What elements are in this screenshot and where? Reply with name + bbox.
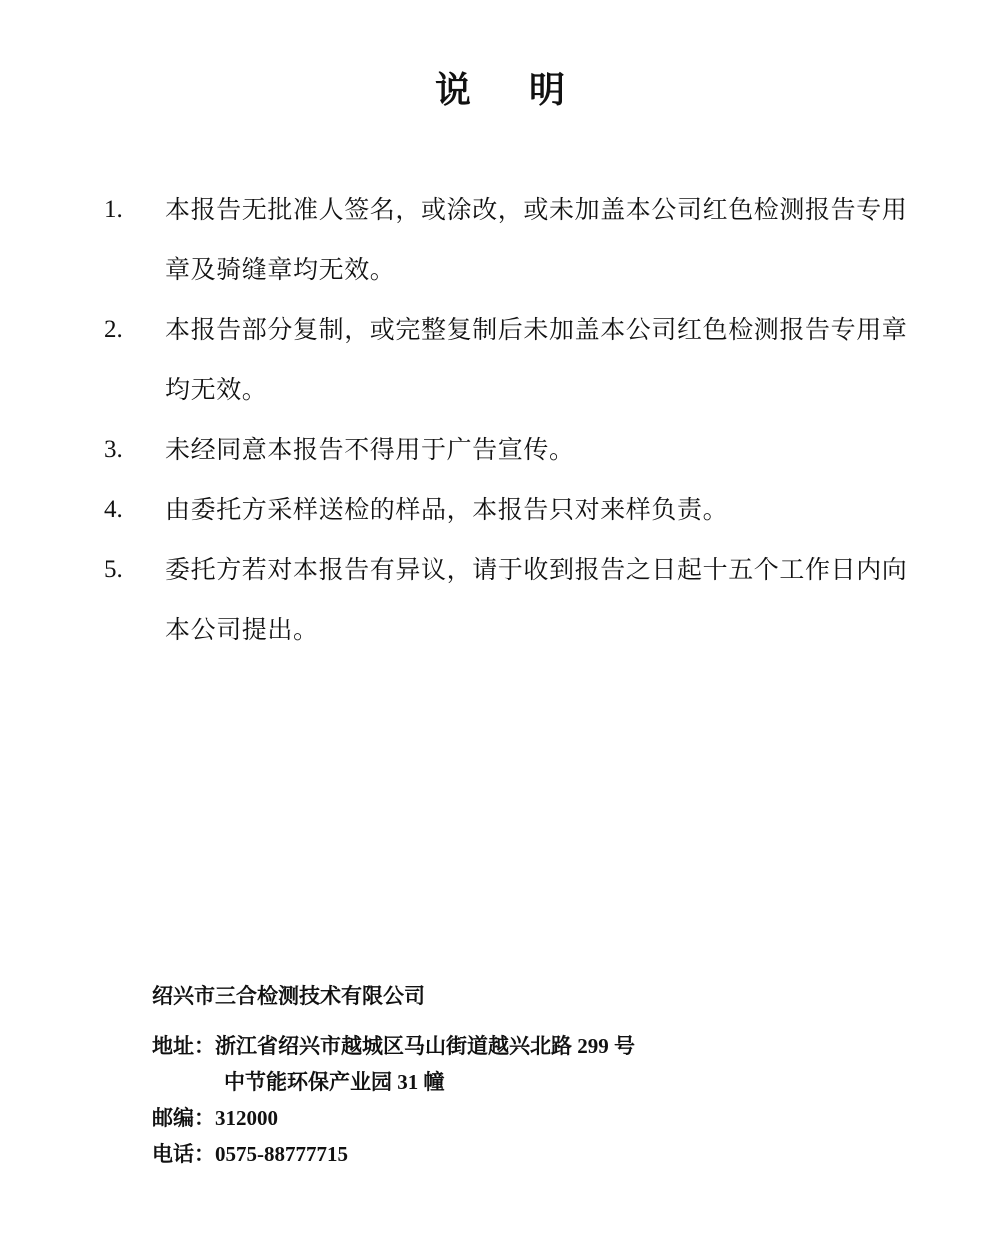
address-row	[152, 1028, 852, 1064]
postcode-label: 邮编：	[152, 1106, 215, 1130]
note-number: 2.	[104, 316, 123, 343]
address-line-1: 浙江省绍兴市越城区马山街道越兴北路 299 号	[215, 1034, 635, 1058]
company-info	[152, 976, 852, 1172]
page-title	[0, 64, 1000, 116]
note-number: 3.	[104, 436, 123, 463]
phone-value: 0575-88777715	[215, 1142, 348, 1166]
title-char-2: 明	[529, 69, 566, 111]
postcode-row	[152, 1100, 852, 1136]
notes-list	[0, 180, 1000, 660]
note-item-4	[0, 480, 1000, 540]
note-text: 本报告无批准人签名，或涂改，或未加盖本公司红色检测报告专用章及骑缝章均无效。	[165, 195, 908, 284]
phone-row	[152, 1136, 852, 1172]
note-number: 4.	[104, 496, 123, 523]
note-text: 委托方若对本报告有异议，请于收到报告之日起十五个工作日内向本公司提出。	[165, 555, 908, 644]
title-char-1: 说	[434, 69, 471, 111]
address-label: 地址：	[152, 1034, 215, 1058]
note-text: 由委托方采样送检的样品，本报告只对来样负责。	[165, 495, 729, 524]
company-name: 绍兴市三合检测技术有限公司	[152, 984, 425, 1008]
postcode-value: 312000	[215, 1106, 278, 1130]
note-item-2	[0, 300, 1000, 420]
note-text: 未经同意本报告不得用于广告宣传。	[165, 435, 575, 464]
note-item-3	[0, 420, 1000, 480]
note-number: 1.	[104, 196, 123, 223]
address-line-2: 中节能环保产业园 31 幢	[224, 1070, 445, 1094]
note-item-1	[0, 180, 1000, 300]
note-item-5	[0, 540, 1000, 660]
note-number: 5.	[104, 556, 123, 583]
note-text: 本报告部分复制，或完整复制后未加盖本公司红色检测报告专用章均无效。	[165, 315, 908, 404]
phone-label: 电话：	[152, 1142, 215, 1166]
